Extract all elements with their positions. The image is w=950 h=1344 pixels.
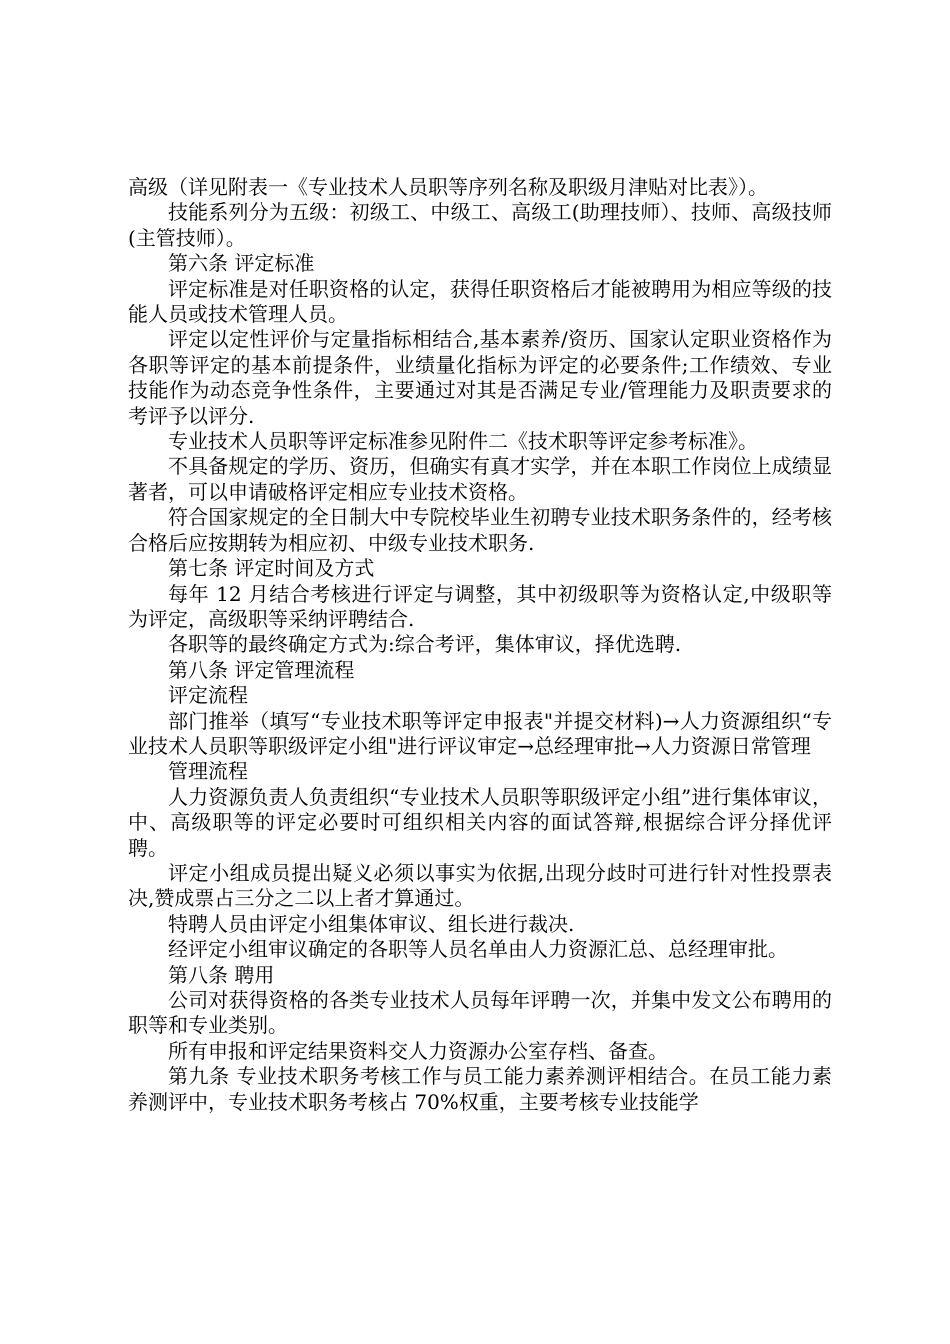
subsection-heading: 评定流程 [168, 683, 248, 708]
paragraph: 公司对获得资格的各类专业技术人员每年评聘一次，并集中发文公布聘用的职等和专业类别。 [128, 988, 832, 1038]
section-heading: 第八条 聘用 [168, 962, 275, 987]
section-heading: 第六条 评定标准 [168, 251, 315, 276]
paragraph: 特聘人员由评定小组集体审议、组长进行裁决. [168, 911, 575, 936]
paragraph: 不具备规定的学历、资历，但确实有真才实学，并在本职工作岗位上成绩显著者，可以申请破格评定相应专业技术资格。 [128, 454, 832, 504]
paragraph: 高级（详见附表一《专业技术人员职等序列名称及职级月津贴对比表》）。 [128, 175, 768, 199]
paragraph: 符合国家规定的全日制大中专院校毕业生初聘专业技术职务条件的，经考核合格后应按期转为相应初、中级专业技术职务. [128, 505, 832, 555]
paragraph: 每年 12 月结合考核进行评定与调整，其中初级职等为资格认定,中级职等为评定，高级职等采纳评聘结合. [128, 581, 832, 631]
paragraph: 专业技术人员职等评定标准参见附件二《技术职等评定参考标准》。 [168, 429, 758, 454]
paragraph: 技能系列分为五级：初级工、中级工、高级工(助理技师）、技师、高级技师(主管技师）。 [128, 200, 832, 250]
subsection-heading: 管理流程 [168, 759, 248, 784]
paragraph: 评定以定性评价与定量指标相结合,基本素养/资历、国家认定职业资格作为各职等评定的基本前提条件，业绩量化指标为评定的必要条件;工作绩效、专业技能作为动态竞争性条件，主要通过对其是否满足专业/管理能力及职责要求的考评予以评分. [128, 327, 832, 428]
paragraph: 经评定小组审议确定的各职等人员名单由人力资源汇总、总经理审批。 [168, 937, 788, 962]
paragraph: 第九条 专业技术职务考核工作与员工能力素养测评相结合。在员工能力素养测评中，专业技术职务考核占 70%权重，主要考核专业技能学 [128, 1064, 832, 1114]
document-body [128, 175, 832, 1115]
section-heading: 第七条 评定时间及方式 [168, 556, 375, 581]
paragraph: 各职等的最终确定方式为:综合考评，集体审议，择优选聘. [168, 632, 682, 657]
paragraph: 所有申报和评定结果资料交人力资源办公室存档、备查。 [168, 1038, 668, 1063]
paragraph: 部门推举（填写“专业技术职等评定申报表"并提交材料)→人力资源组织“专业技术人员职等职级评定小组"进行评议审定→总经理审批→人力资源日常管理 [128, 708, 832, 758]
paragraph: 评定标准是对任职资格的认定，获得任职资格后才能被聘用为相应等级的技能人员或技术管理人员。 [128, 276, 832, 327]
paragraph: 人力资源负责人负责组织“专业技术人员职等职级评定小组”进行集体审议，中、高级职等的评定必要时可组织相关内容的面试答辩,根据综合评分择优评聘。 [128, 784, 832, 860]
paragraph: 评定小组成员提出疑义必须以事实为依据,出现分歧时可进行针对性投票表决,赞成票占三分之二以上者才算通过。 [128, 860, 832, 911]
section-heading: 第八条 评定管理流程 [168, 657, 355, 682]
